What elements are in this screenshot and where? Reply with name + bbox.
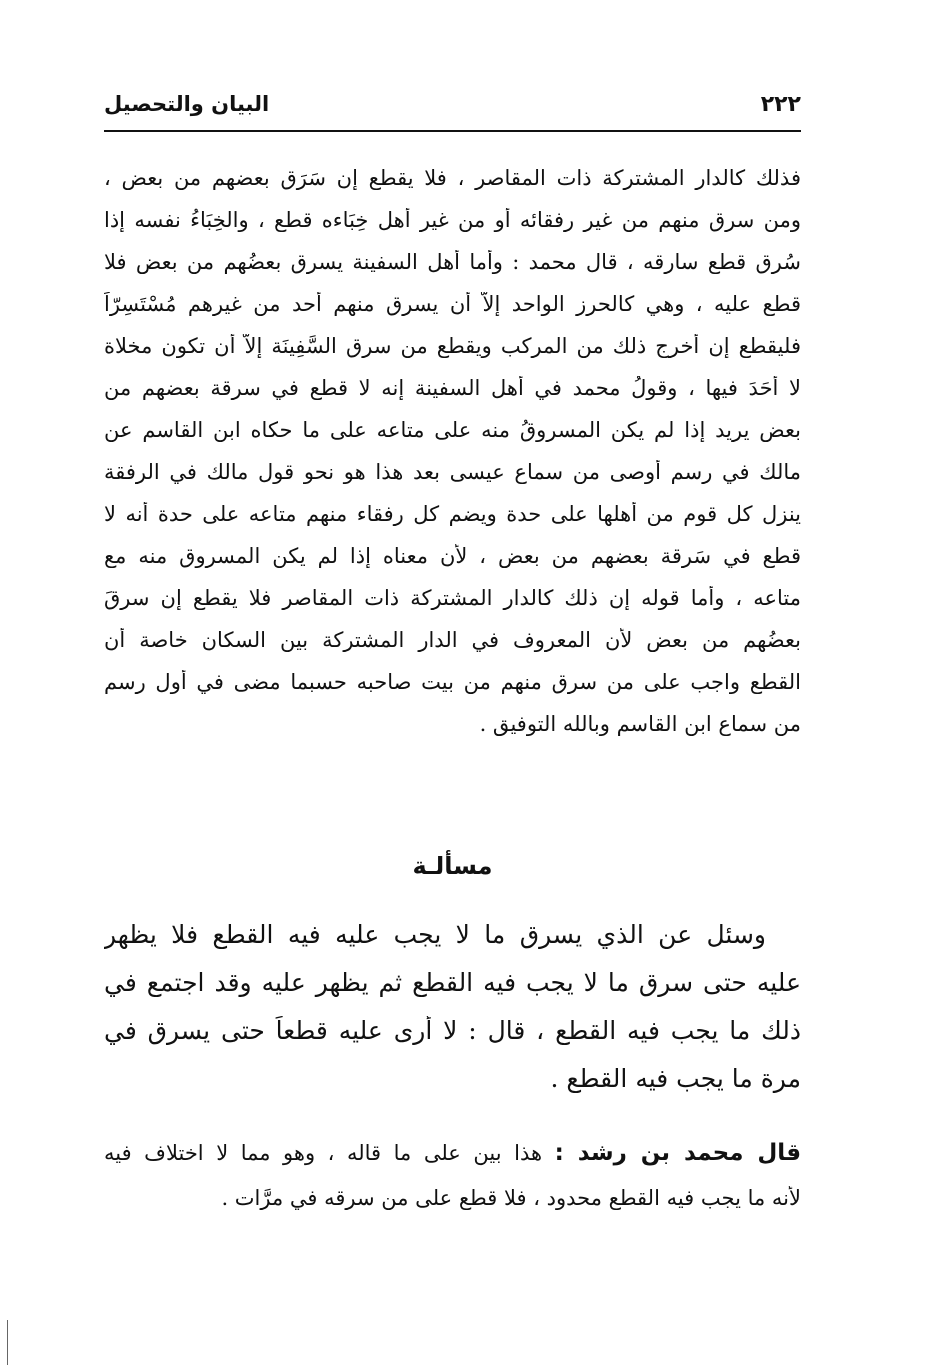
paragraph-line: بعضُهم من بعض لأن المعروف في الدار المشتركة بين السكان خاصة أن — [104, 628, 801, 652]
paragraph-line: ومن سرق منهم من غير رفقائه أو من غير أهل خِبَاءه قطع ، والخِبَاءُ نفسه إذا — [104, 208, 801, 232]
running-title: البيان والتحصيل — [104, 92, 270, 116]
paragraph-line: فليقطع إن أخرج ذلك من المركب ويقطع من سرق السَّفِينَة إلاَّ أن تكون مخلاة — [104, 334, 801, 358]
question-line: وسئل عن الذي يسرق ما لا يجب عليه فيه القطع فلا يظهر — [104, 920, 766, 949]
commentary-line — [104, 1140, 801, 1166]
paragraph-line: ينزل كل قوم من أهلها على حدة ويضم كل رفقاء منهم متاعه على حدة أنه لا — [104, 502, 801, 526]
paragraph-line: بعض يريد إذا لم يكن المسروقُ منه على متاعه على ما حكاه ابن القاسم عن — [104, 418, 801, 442]
section-title: مسألـة — [412, 852, 493, 880]
paragraph-line: قطع عليه ، وهي كالحرز الواحد إلاَّ أن يسرق منهم أحد من غيرهم مُسْتَسِرّاً — [104, 292, 801, 316]
paragraph-line: قطع في سَرِقة بعضهم من بعض ، لأن معناه إذا لم يكن المسروق منه مع — [104, 544, 801, 568]
paragraph-line: سُرق قطع سارقه ، قال محمد : وأما أهل السفينة يسرق بعضُهم من بعض فلا — [104, 250, 801, 274]
question-line: عليه حتى سرق ما لا يجب فيه القطع ثم يظهر عليه وقد اجتمع في — [104, 968, 801, 997]
commentary-lead: قال محمد بن رشد : — [554, 1140, 801, 1166]
paragraph-line: من سماع ابن القاسم وبالله التوفيق . — [479, 712, 801, 736]
paragraph-line: فذلك كالدار المشتركة ذات المقاصر ، فلا يقطع إن سَرَق بعضهم من بعض ، — [104, 166, 801, 190]
commentary-text: هذا بين على ما قاله ، وهو مما لا اختلاف فيه — [104, 1141, 555, 1165]
paragraph-line: مالك في رسم أوصى من سماع عيسى بعد هذا هو نحو قول مالك في الرفقة — [104, 460, 801, 484]
paragraph-line: القطع واجب على من سرق منهم من بيت صاحبه حسبما مضى في أول رسم — [104, 670, 801, 694]
paragraph-line: لا أحَدَ فيها ، وقولُ محمد في أهل السفينة إنه لا قطع في سرقة بعضهم من — [104, 376, 801, 400]
page-header — [104, 90, 801, 132]
page-number: ٢٢٢ — [760, 92, 801, 117]
question-line: مرة ما يجب فيه القطع . — [550, 1064, 801, 1093]
scan-mark — [7, 1320, 8, 1365]
commentary-line: لأنه ما يجب فيه القطع محدود ، فلا قطع على من سرقه في مرَّات . — [221, 1186, 801, 1210]
question-line: ذلك ما يجب فيه القطع ، قال : لا أرى عليه قطعاً حتى يسرق في — [104, 1016, 801, 1045]
paragraph-line: متاعه ، وأما قوله إن ذلك كالدار المشتركة ذات المقاصر فلا يقطع إن سرقَ — [104, 586, 801, 610]
